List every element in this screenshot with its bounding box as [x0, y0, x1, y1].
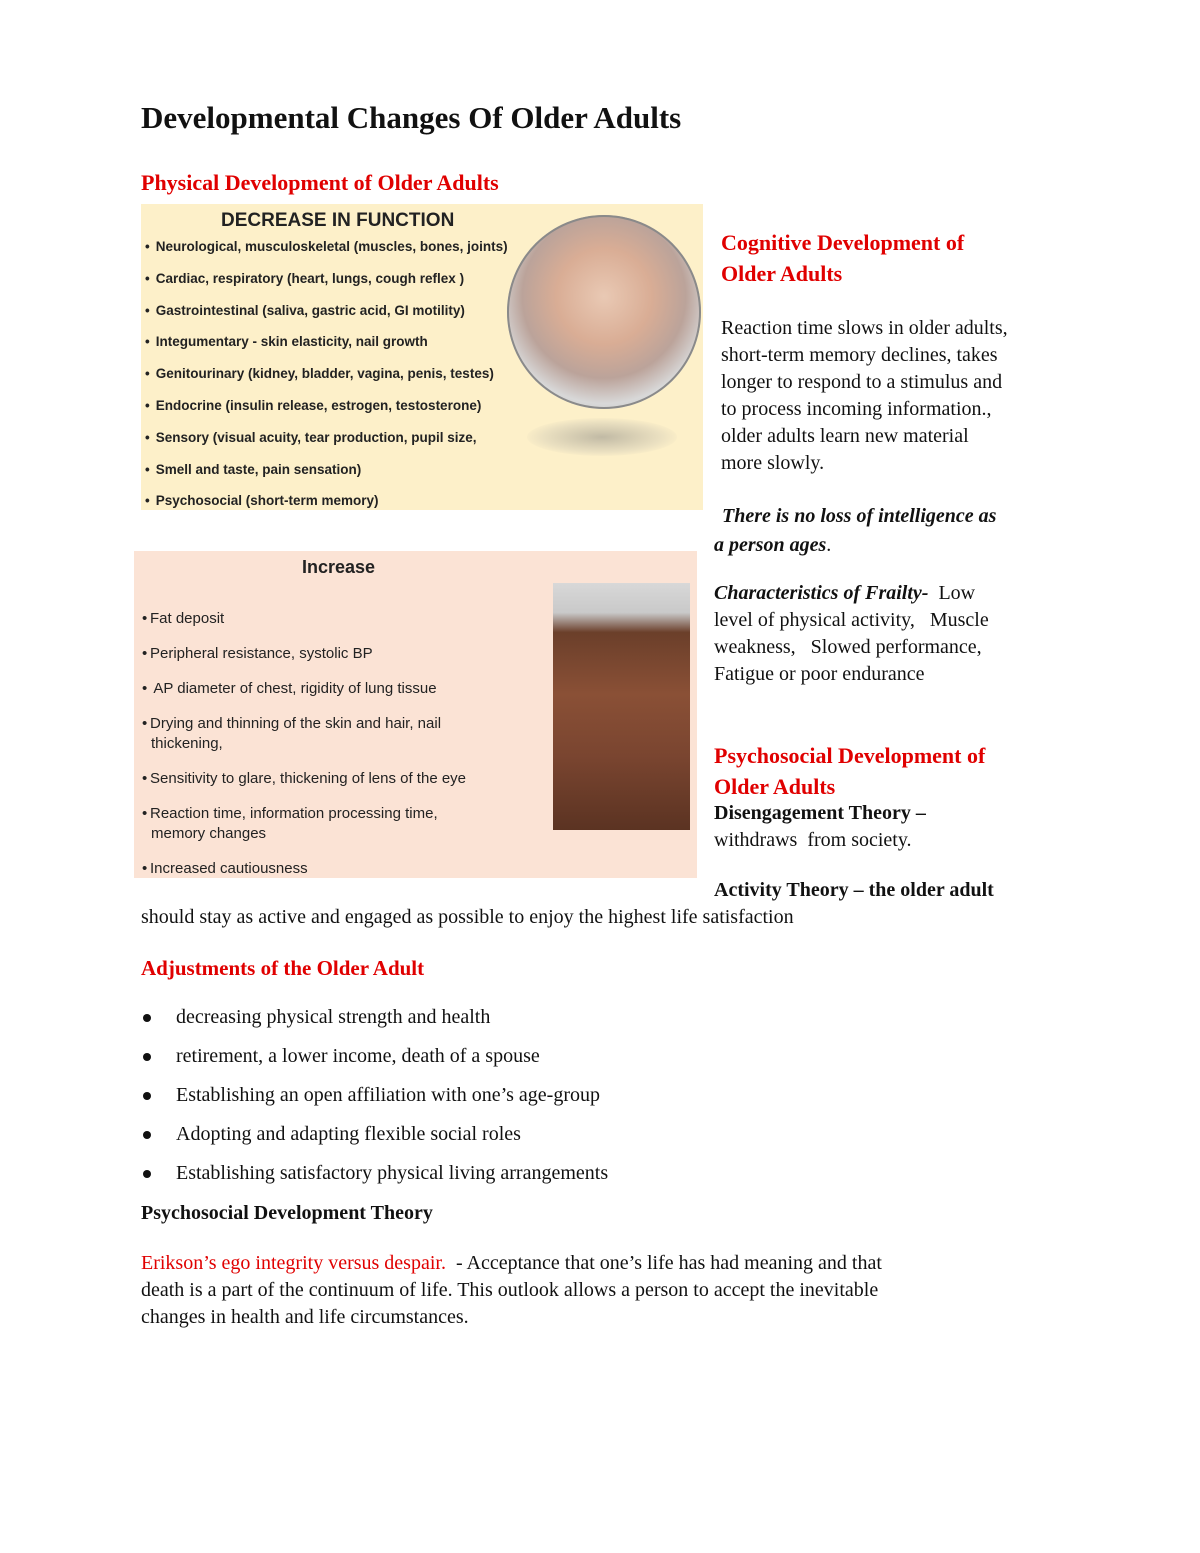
- erikson-paragraph: Erikson’s ego integrity versus despair. - Acceptance that one’s life has had meaning and that death is a part of the continuum of life. This outlook allows a person to accept the inevitable changes in health and life circumstances.: [141, 1252, 882, 1328]
- list-item: • Drying and thinning of the skin and hair, nail thickening,: [142, 715, 442, 752]
- list-item: Adopting and adapting flexible social roles: [141, 1121, 608, 1160]
- list-item: • AP diameter of chest, rigidity of lung tissue: [142, 680, 437, 697]
- physical-heading: Physical Development of Older Adults: [141, 170, 499, 195]
- theory-heading: Psychosocial Development Theory: [141, 1202, 433, 1224]
- increase-list: [142, 609, 466, 894]
- increase-panel: [134, 551, 697, 878]
- list-item: • Cardiac, respiratory (heart, lungs, cough reflex ): [145, 270, 508, 302]
- list-item: • Increased cautiousness: [142, 860, 308, 877]
- list-item: • Peripheral resistance, systolic BP: [142, 645, 373, 662]
- list-item: retirement, a lower income, death of a spouse: [141, 1043, 608, 1082]
- list-item: • Neurological, musculoskeletal (muscles, bones, joints): [145, 238, 508, 270]
- portrait-shadow: [527, 418, 677, 456]
- no-loss-intelligence: There is no loss of intelligence as a person ages.: [714, 505, 997, 556]
- list-item: Establishing satisfactory physical living arrangements: [141, 1160, 608, 1199]
- cognitive-section: [721, 227, 1071, 477]
- decrease-title: DECREASE IN FUNCTION: [221, 210, 455, 231]
- list-item: • Sensitivity to glare, thickening of lens of the eye: [142, 770, 467, 787]
- list-item: • Genitourinary (kidney, bladder, vagina, penis, testes): [145, 365, 508, 397]
- increase-title: Increase: [302, 557, 376, 577]
- cognitive-text: Reaction time slows in older adults, short-term memory declines, takes longer to respond to a stimulus and to process incoming information., older adults learn new material more slowly.: [721, 317, 1008, 474]
- adjustments-list: [141, 1004, 608, 1199]
- psychosocial-heading: Psychosocial Development of Older Adults: [714, 743, 986, 799]
- older-woman-portrait: [507, 215, 701, 409]
- list-item: • Fat deposit: [142, 610, 225, 627]
- list-item: • Endocrine (insulin release, estrogen, testosterone): [145, 397, 508, 429]
- list-item: • Psychosocial (short-term memory): [145, 492, 508, 524]
- page-title: Developmental Changes Of Older Adults: [141, 100, 682, 135]
- frailty-text: Characteristics of Frailty- Low level of physical activity, Muscle weakness, Slowed performance, Fatigue or poor endurance: [714, 582, 989, 685]
- list-item: • Reaction time, information processing time, memory changes: [142, 805, 438, 842]
- list-item: decreasing physical strength and health: [141, 1004, 608, 1043]
- list-item: • Smell and taste, pain sensation): [145, 461, 508, 493]
- list-item: Establishing an open affiliation with one’s age-group: [141, 1082, 608, 1121]
- list-item: • Sensory (visual acuity, tear production, pupil size,: [145, 429, 508, 461]
- adjustments-heading: Adjustments of the Older Adult: [141, 956, 425, 980]
- activity-theory-label: Activity Theory – the older adult: [714, 879, 994, 901]
- disengagement-theory: Disengagement Theory – withdraws from society.: [714, 802, 926, 851]
- activity-theory-text: should stay as active and engaged as possible to enjoy the highest life satisfaction: [141, 906, 794, 928]
- list-item: • Gastrointestinal (saliva, gastric acid, GI motility): [145, 302, 508, 334]
- decrease-list: [145, 238, 508, 524]
- cognitive-heading: Cognitive Development of Older Adults: [721, 230, 965, 286]
- list-item: • Integumentary - skin elasticity, nail growth: [145, 333, 508, 365]
- older-man-portrait: [553, 583, 690, 830]
